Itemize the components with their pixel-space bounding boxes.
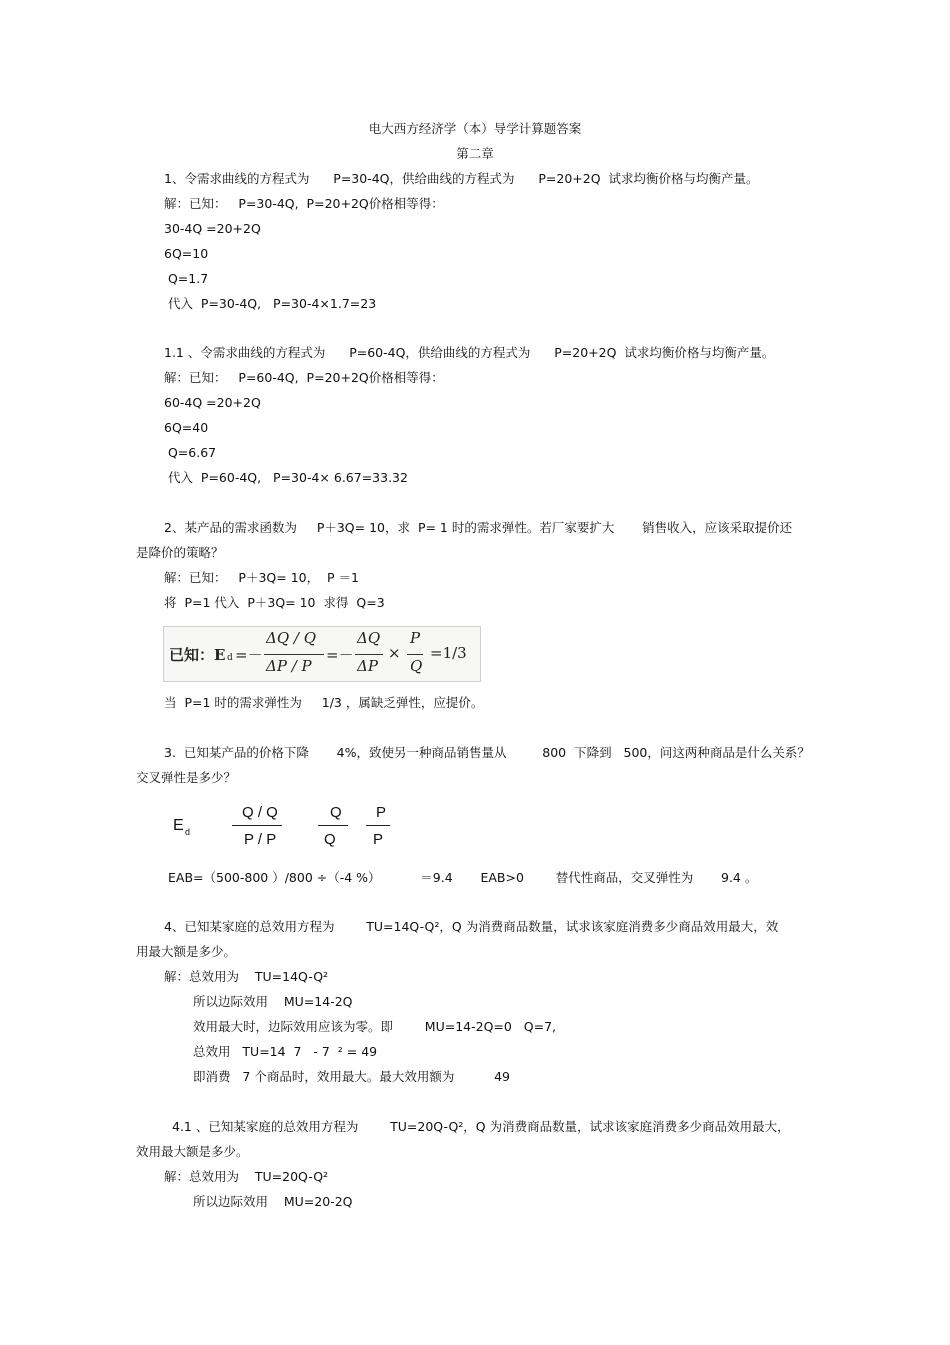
question-1: 1、令需求曲线的方程式为 P=30-4Q，供给曲线的方程式为 P=20+2Q 试求均衡价格与均衡产量。 (164, 171, 759, 186)
question-3: 3. 已知某产品的价格下降 4%，致使另一种商品销售量从 800 下降到 500，问这两种商品是什么关系？ (164, 745, 810, 760)
answer-line: Q=1.7 (164, 271, 209, 286)
formula-eq: =－ (326, 646, 354, 664)
question-3-cont: 交叉弹性是多少？ (136, 770, 237, 785)
formula-result: =1/3 (430, 644, 467, 662)
answer-line: 代入 P=30-4Q, P=30-4×1.7=23 (164, 296, 377, 311)
answer-line: 6Q=10 (164, 246, 209, 261)
question-1-1: 1.1 、令需求曲线的方程式为 P=60-4Q，供给曲线的方程式为 P=20+2Q 试求均衡价格与均衡产量。 (164, 345, 775, 360)
answer-line: 60-4Q =20+2Q (164, 395, 261, 410)
answer-line: 30-4Q =20+2Q (164, 221, 261, 236)
formula-den: P / P (244, 831, 277, 848)
question-4-1-cont: 效用最大额是多少。 (136, 1144, 249, 1159)
formula-symbol: E (173, 817, 184, 834)
answer-line: Q=6.67 (164, 445, 217, 460)
formula-num: P (410, 629, 421, 647)
question-4-1: 4.1 、已知某家庭的总效用方程为 TU=20Q-Q²，Q 为消费商品数量，试求该家庭消费多少商品效用最大， (172, 1119, 790, 1134)
formula-num: ΔQ / Q (266, 629, 317, 647)
answer-line: 代入 P=60-4Q, P=30-4× 6.67=33.32 (164, 470, 408, 485)
elasticity-formula-image (163, 626, 481, 682)
question-2: 2、某产品的需求函数为 P＋3Q= 10，求 P= 1 时的需求弹性。若厂家要扩大 销售收入，应该采取提价还 (164, 520, 793, 535)
answer-line: 解：总效用为 TU=14Q-Q² (164, 969, 329, 984)
formula-num: P (376, 804, 387, 821)
formula-eq: =－ (235, 646, 263, 664)
answer-line: EAB=（500-800 ）/800 ÷（-4 %） ＝9.4 EAB>0 替代性商品，交叉弹性为 9.4 。 (168, 870, 758, 885)
question-2-cont: 是降价的策略？ (136, 545, 224, 560)
chapter-heading: 第二章 (456, 146, 494, 161)
question-4: 4、已知某家庭的总效用方程为 TU=14Q-Q²，Q 为消费商品数量，试求该家庭消费多少商品效用最大，效 (164, 919, 779, 934)
question-4-cont: 用最大额是多少。 (136, 944, 237, 959)
formula-num: Q / Q (242, 804, 278, 821)
answer-line: 即消费 7 个商品时，效用最大。最大效用额为 49 (193, 1069, 510, 1084)
formula-num: Q (330, 804, 342, 821)
formula-sub: d (227, 653, 233, 663)
answer-line: 效用最大时，边际效用应该为零。即 MU=14-2Q=0 Q=7, (193, 1019, 556, 1034)
answer-line: 所以边际效用 MU=14-2Q (193, 994, 353, 1009)
answer-line: 解：已知： P=30-4Q, P=20+2Q价格相等得： (164, 196, 444, 211)
answer-line: 总效用 TU=14 7 - 7 ² = 49 (193, 1044, 378, 1059)
formula-times: × (388, 644, 401, 662)
formula-den: ΔP / P (266, 657, 312, 675)
formula-den: Q (410, 657, 423, 675)
formula-sub: d (185, 827, 191, 837)
answer-line: 6Q=40 (164, 420, 209, 435)
answer-conclusion: 当 P=1 时的需求弹性为 1/3 ，属缺乏弹性，应提价。 (164, 695, 484, 710)
formula-den: P (373, 831, 384, 848)
answer-line: 解：总效用为 TU=20Q-Q² (164, 1169, 329, 1184)
formula-den: Q (324, 831, 336, 848)
formula-den: ΔP (357, 657, 378, 675)
answer-line: 解：已知： P＋3Q= 10， P ＝1 (164, 570, 360, 585)
formula-num: ΔQ (357, 629, 381, 647)
answer-line: 所以边际效用 MU=20-2Q (193, 1194, 353, 1209)
document-title: 电大西方经济学（本）导学计算题答案 (368, 121, 582, 136)
answer-line: 将 P=1 代入 P＋3Q= 10 求得 Q=3 (164, 595, 385, 610)
answer-line: 解：已知： P=60-4Q, P=20+2Q价格相等得： (164, 370, 444, 385)
formula-prefix: 已知：E (169, 646, 226, 664)
